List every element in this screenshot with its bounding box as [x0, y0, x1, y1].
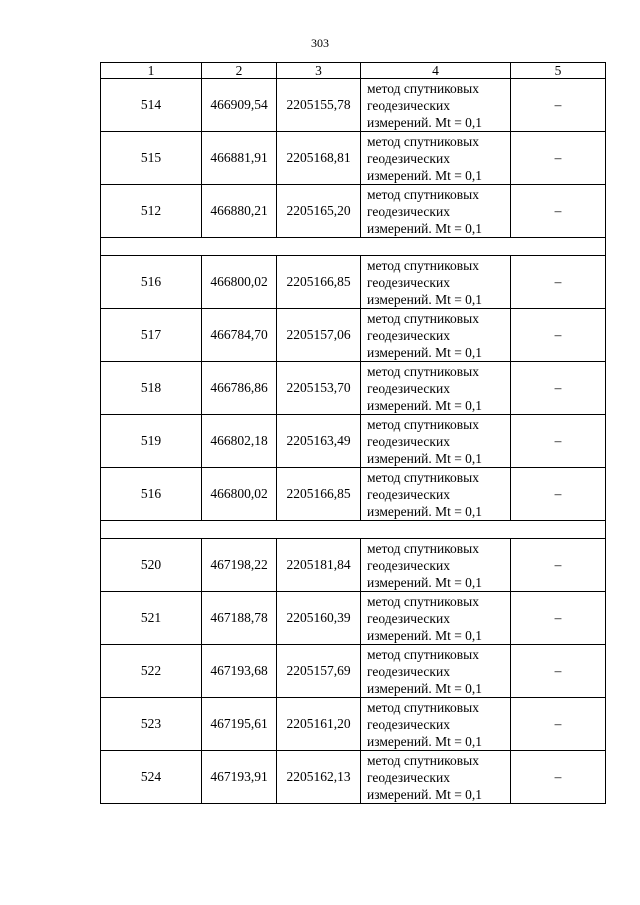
column-number-1: 1 [101, 63, 202, 79]
column-number-row [101, 63, 606, 79]
method-line: метод спутниковых [367, 416, 479, 432]
method-line: геодезических [367, 97, 450, 113]
method-line: измерений. Mt = 0,1 [367, 733, 483, 749]
note-cell: – [511, 698, 606, 751]
table-row [101, 362, 606, 415]
method-line: геодезических [367, 716, 450, 732]
table-row [101, 751, 606, 804]
y-coordinate-cell: 2205155,78 [277, 79, 361, 132]
method-cell [361, 256, 511, 309]
method-line: измерений. Mt = 0,1 [367, 786, 483, 802]
method-cell [361, 592, 511, 645]
column-number-2: 2 [202, 63, 277, 79]
method-line: метод спутниковых [367, 699, 479, 715]
x-coordinate-cell: 466786,86 [202, 362, 277, 415]
point-number-cell: 521 [101, 592, 202, 645]
note-cell: – [511, 362, 606, 415]
note-cell: – [511, 592, 606, 645]
method-line: измерений. Mt = 0,1 [367, 114, 483, 130]
group-separator-row [101, 521, 606, 539]
method-line: метод спутниковых [367, 646, 479, 662]
method-line: геодезических [367, 203, 450, 219]
note-cell: – [511, 539, 606, 592]
method-cell [361, 309, 511, 362]
y-coordinate-cell: 2205153,70 [277, 362, 361, 415]
table-row [101, 645, 606, 698]
table-row [101, 309, 606, 362]
point-number-cell: 516 [101, 256, 202, 309]
x-coordinate-cell: 467198,22 [202, 539, 277, 592]
x-coordinate-cell: 466800,02 [202, 256, 277, 309]
point-number-cell: 522 [101, 645, 202, 698]
coordinates-table [100, 62, 606, 804]
note-cell: – [511, 79, 606, 132]
note-cell: – [511, 132, 606, 185]
method-line: метод спутниковых [367, 186, 479, 202]
x-coordinate-cell: 466909,54 [202, 79, 277, 132]
method-line: геодезических [367, 663, 450, 679]
method-line: геодезических [367, 557, 450, 573]
method-line: метод спутниковых [367, 310, 479, 326]
point-number-cell: 519 [101, 415, 202, 468]
y-coordinate-cell: 2205162,13 [277, 751, 361, 804]
method-cell [361, 645, 511, 698]
point-number-cell: 512 [101, 185, 202, 238]
table-row [101, 79, 606, 132]
y-coordinate-cell: 2205161,20 [277, 698, 361, 751]
table-row [101, 698, 606, 751]
note-cell: – [511, 468, 606, 521]
method-line: геодезических [367, 610, 450, 626]
method-line: геодезических [367, 486, 450, 502]
method-cell [361, 185, 511, 238]
x-coordinate-cell: 466880,21 [202, 185, 277, 238]
method-cell [361, 132, 511, 185]
method-line: измерений. Mt = 0,1 [367, 167, 483, 183]
point-number-cell: 514 [101, 79, 202, 132]
method-cell [361, 751, 511, 804]
y-coordinate-cell: 2205166,85 [277, 468, 361, 521]
table-row [101, 592, 606, 645]
note-cell: – [511, 751, 606, 804]
table-row [101, 132, 606, 185]
group-separator-cell [101, 521, 606, 539]
method-line: геодезических [367, 769, 450, 785]
point-number-cell: 523 [101, 698, 202, 751]
y-coordinate-cell: 2205157,06 [277, 309, 361, 362]
method-line: геодезических [367, 150, 450, 166]
table-row [101, 256, 606, 309]
coordinates-table-body [101, 63, 606, 804]
point-number-cell: 520 [101, 539, 202, 592]
point-number-cell: 517 [101, 309, 202, 362]
method-line: метод спутниковых [367, 469, 479, 485]
y-coordinate-cell: 2205168,81 [277, 132, 361, 185]
method-line: метод спутниковых [367, 593, 479, 609]
method-line: измерений. Mt = 0,1 [367, 450, 483, 466]
method-cell [361, 415, 511, 468]
method-cell [361, 362, 511, 415]
method-line: метод спутниковых [367, 363, 479, 379]
method-line: измерений. Mt = 0,1 [367, 627, 483, 643]
note-cell: – [511, 645, 606, 698]
method-cell [361, 539, 511, 592]
method-line: измерений. Mt = 0,1 [367, 503, 483, 519]
method-line: измерений. Mt = 0,1 [367, 574, 483, 590]
method-cell [361, 698, 511, 751]
note-cell: – [511, 256, 606, 309]
method-line: метод спутниковых [367, 257, 479, 273]
method-line: измерений. Mt = 0,1 [367, 680, 483, 696]
table-row [101, 468, 606, 521]
y-coordinate-cell: 2205166,85 [277, 256, 361, 309]
note-cell: – [511, 415, 606, 468]
table-row [101, 185, 606, 238]
method-line: геодезических [367, 433, 450, 449]
group-separator-row [101, 238, 606, 256]
x-coordinate-cell: 467188,78 [202, 592, 277, 645]
y-coordinate-cell: 2205160,39 [277, 592, 361, 645]
method-line: геодезических [367, 380, 450, 396]
point-number-cell: 515 [101, 132, 202, 185]
y-coordinate-cell: 2205163,49 [277, 415, 361, 468]
point-number-cell: 516 [101, 468, 202, 521]
method-line: метод спутниковых [367, 133, 479, 149]
column-number-3: 3 [277, 63, 361, 79]
method-line: метод спутниковых [367, 80, 479, 96]
x-coordinate-cell: 466800,02 [202, 468, 277, 521]
x-coordinate-cell: 467195,61 [202, 698, 277, 751]
method-line: геодезических [367, 327, 450, 343]
y-coordinate-cell: 2205157,69 [277, 645, 361, 698]
method-line: измерений. Mt = 0,1 [367, 397, 483, 413]
method-cell [361, 468, 511, 521]
method-line: измерений. Mt = 0,1 [367, 220, 483, 236]
method-line: геодезических [367, 274, 450, 290]
method-cell [361, 79, 511, 132]
note-cell: – [511, 309, 606, 362]
group-separator-cell [101, 238, 606, 256]
page-number: 303 [311, 36, 329, 50]
x-coordinate-cell: 466881,91 [202, 132, 277, 185]
note-cell: – [511, 185, 606, 238]
point-number-cell: 524 [101, 751, 202, 804]
column-number-4: 4 [361, 63, 511, 79]
x-coordinate-cell: 466784,70 [202, 309, 277, 362]
point-number-cell: 518 [101, 362, 202, 415]
method-line: метод спутниковых [367, 540, 479, 556]
y-coordinate-cell: 2205165,20 [277, 185, 361, 238]
x-coordinate-cell: 467193,68 [202, 645, 277, 698]
column-number-5: 5 [511, 63, 606, 79]
x-coordinate-cell: 466802,18 [202, 415, 277, 468]
table-row [101, 539, 606, 592]
table-row [101, 415, 606, 468]
method-line: метод спутниковых [367, 752, 479, 768]
x-coordinate-cell: 467193,91 [202, 751, 277, 804]
method-line: измерений. Mt = 0,1 [367, 291, 483, 307]
method-line: измерений. Mt = 0,1 [367, 344, 483, 360]
y-coordinate-cell: 2205181,84 [277, 539, 361, 592]
